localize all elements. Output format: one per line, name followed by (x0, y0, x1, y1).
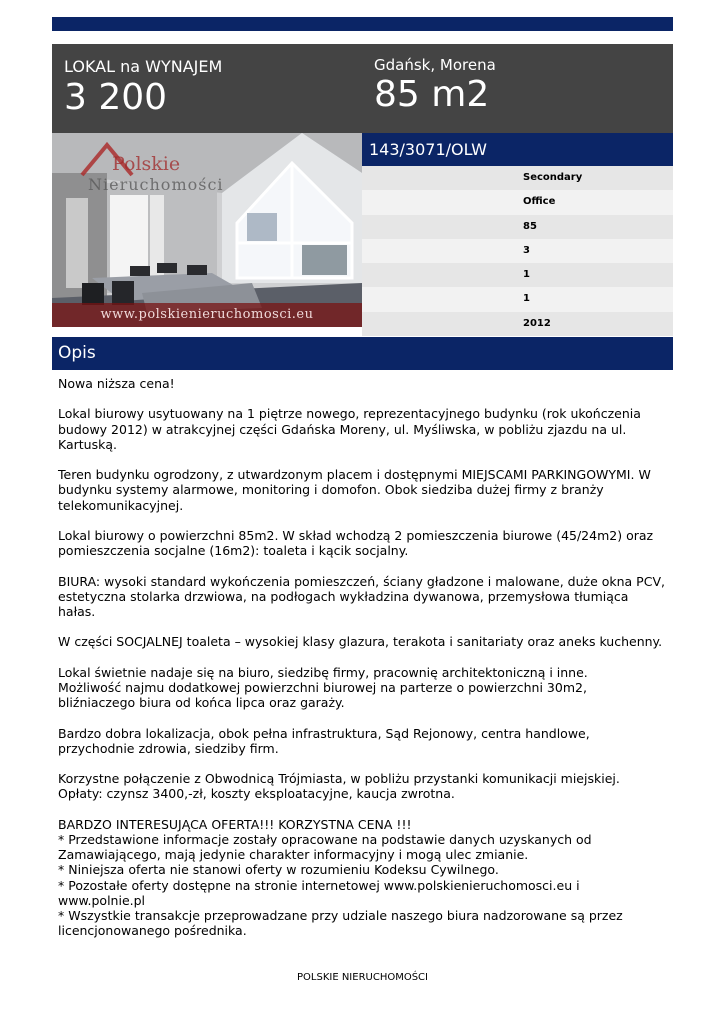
param-row (362, 215, 673, 239)
param-row (362, 166, 673, 190)
description-heading-bar (52, 337, 673, 370)
watermark-brand-top: Polskie (112, 153, 181, 175)
description-paragraph: Nowa niższa cena! (58, 376, 175, 391)
watermark-brand-bottom: Nieruchomości (88, 175, 224, 194)
listing-price: 3 200 (64, 77, 168, 118)
param-value-4: 3 (523, 244, 530, 256)
listing-location: Gdańsk, Morena (374, 56, 496, 74)
param-row (362, 287, 673, 311)
footer-brand: POLSKIE NIERUCHOMOŚCI (297, 972, 428, 983)
param-area: 85 (523, 220, 537, 232)
description-body (58, 376, 668, 938)
description-paragraph: Lokal biurowy o powierzchni 85m2. W skład wchodzą 2 pomieszczenia biurowe (45/24m2) oraz pomieszczenia socjalne (16m2): toaleta i kącik socjalny. (58, 527, 654, 559)
property-photo (52, 133, 362, 327)
reference-bar (362, 133, 673, 166)
listing-header (52, 44, 673, 133)
param-market: Secondary (523, 172, 583, 183)
param-row (362, 312, 673, 336)
param-type: Office (523, 196, 556, 208)
param-row (362, 239, 673, 263)
param-row (362, 263, 673, 287)
params-table (362, 166, 673, 336)
param-value-6: 1 (523, 293, 530, 305)
description-paragraph: BARDZO INTERESUJĄCA OFERTA!!! KORZYSTNA CENA !!! * Przedstawione informacje zostały opracowane na podstawie danych uzyskanych od Zamawiającego, mają jedynie charakter informacyjny i mogą ulec zmianie. * Niniejsza oferta nie stanowi oferty w rozumieniu Kodeksu Cywilnego. * Pozostałe oferty dostępne na stronie internetowej www.polskienieruchomosci.eu i www.polnie.pl * Wszystkie transakcje przeprowadzane przy udziale naszego biura nadzorowane są przez licencjonowanego pośrednika. (58, 816, 623, 939)
description-heading: Opis (58, 343, 96, 363)
office-interior-illustration (52, 133, 362, 327)
description-paragraph: W części SOCJALNEJ toaleta – wysokiej klasy glazura, terakota i sanitariaty oraz aneks kuchenny. (58, 634, 663, 650)
description-paragraph: Lokal biurowy usytuowany na 1 piętrze nowego, reprezentacyjnego budynku (rok ukończenia budowy 2012) w atrakcyjnej części Gdańska Moreny, ul. Myśliwska, w pobliżu zjazdu na ul. Kartuską. (58, 406, 641, 452)
description-paragraph: Bardzo dobra lokalizacja, obok pełna infrastruktura, Sąd Rejonowy, centra handlowe, przychodnie zdrowia, siedziby firm. (58, 725, 590, 756)
description-paragraph: Korzystne połączenie z Obwodnicą Trójmiasta, w pobliżu przystanki komunikacji miejskiej. Opłaty: czynsz 3400,-zł, koszty eksploatacyjne, kaucja zwrotna. (58, 771, 620, 802)
param-year: 2012 (523, 317, 551, 329)
listing-area: 85 m2 (374, 74, 490, 115)
param-value-5: 1 (523, 269, 530, 281)
description-paragraph: BIURA: wysoki standard wykończenia pomieszczeń, ściany gładzone i malowane, duże okna PCV, estetyczna stolarka drzwiowa, na podłogach wykładzina dywanowa, przemysłowa tłumiąca hałas. (58, 573, 665, 619)
watermark-url: www.polskienieruchomosci.eu (52, 303, 362, 327)
top-accent-bar (52, 17, 673, 31)
listing-type: LOKAL na WYNAJEM (64, 57, 223, 76)
param-row (362, 190, 673, 214)
description-paragraph: Lokal świetnie nadaje się na biuro, siedzibę firmy, pracownię architektoniczną i inne. Możliwość najmu dodatkowej powierzchni biurowej na parterze o powierzchni 30m2, bliźniaczego biura od końca lipca oraz garaży. (58, 664, 588, 711)
description-paragraph: Teren budynku ogrodzony, z utwardzonym placem i dostępnymi MIEJSCAMI PARKINGOWYMI. W budynku systemy alarmowe, monitoring i domofon. Obok siedziba dużej firmy z branży telekomunikacyjnej. (58, 467, 651, 513)
reference-number: 143/3071/OLW (369, 140, 487, 159)
